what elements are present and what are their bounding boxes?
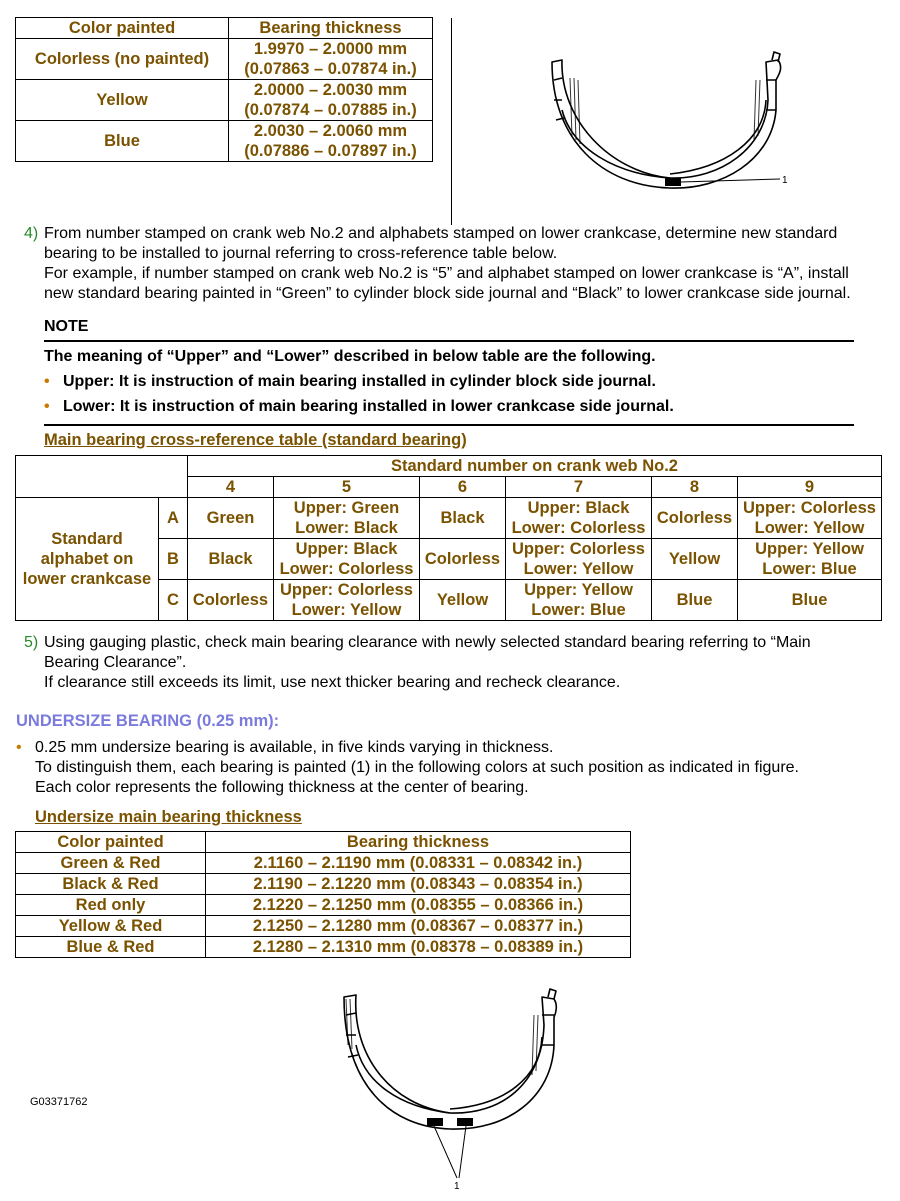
thickness-cell (229, 121, 433, 162)
color-cell: Green & Red (16, 853, 206, 874)
bearing-figure-undersize (330, 985, 570, 1195)
table-header: Color painted (16, 832, 206, 853)
step-5 (24, 633, 894, 691)
column-header: 6 (420, 477, 506, 498)
thickness-cell (229, 39, 433, 80)
bearing-cell (738, 498, 882, 539)
row-group-label: alphabet on (40, 550, 134, 568)
color-cell: Yellow & Red (16, 916, 206, 937)
paint-mark-left (427, 1118, 443, 1126)
lower-text: Lower: Yellow (523, 560, 634, 578)
row-group-header (16, 498, 159, 621)
row-letter: B (159, 539, 188, 580)
undersize-thickness-table (15, 831, 631, 958)
cross-reference-caption: Main bearing cross-reference table (standard bearing) (44, 431, 467, 449)
note-bullet (44, 394, 854, 419)
thickness-mm: 2.0030 – 2.0060 mm (253, 122, 408, 140)
row-letter: C (159, 580, 188, 621)
step-text: Using gauging plastic, check main bearing clearance with newly selected standard bearing referring to “Main (44, 634, 811, 651)
column-header: 7 (506, 477, 652, 498)
bearing-cell: Yellow (652, 539, 738, 580)
color-cell: Blue & Red (16, 937, 206, 958)
paint-mark (665, 178, 681, 186)
table-row (16, 39, 433, 80)
bearing-cell: Colorless (188, 580, 274, 621)
undersize-text: Each color represents the following thickness at the center of bearing. (35, 779, 529, 796)
table-row (16, 80, 433, 121)
lower-text: Lower: Blue (531, 601, 626, 619)
bullet: • (16, 739, 22, 756)
color-cell: Black & Red (16, 874, 206, 895)
bearing-cell: Green (188, 498, 274, 539)
thickness-cell: 2.1160 – 2.1190 mm (0.08331 – 0.08342 in.) (206, 853, 631, 874)
thickness-cell: 2.1220 – 2.1250 mm (0.08355 – 0.08366 in.) (206, 895, 631, 916)
undersize-description (16, 738, 886, 796)
bearing-figure-standard (540, 40, 800, 200)
bearing-cell: Colorless (420, 539, 506, 580)
thickness-mm: 1.9970 – 2.0000 mm (253, 40, 408, 58)
column-group-header: Standard number on crank web No.2 (188, 456, 882, 477)
step-number: 4) (24, 225, 39, 242)
thickness-cell: 2.1190 – 2.1220 mm (0.08343 – 0.08354 in.) (206, 874, 631, 895)
step-text: bearing to be installed to journal referring to cross-reference table below. (44, 245, 558, 262)
bearing-cell (274, 580, 420, 621)
bearing-cell: Blue (738, 580, 882, 621)
bullet: • (44, 398, 50, 415)
upper-text: Upper: Black (527, 499, 630, 517)
table-header: Bearing thickness (229, 18, 433, 39)
color-cell: Red only (16, 895, 206, 916)
figure-code: G03371762 (30, 1096, 88, 1108)
note-bullet (44, 369, 854, 394)
figure-callout: 1 (782, 175, 788, 186)
step-4 (24, 224, 894, 302)
thickness-in: (0.07874 – 0.07885 in.) (244, 101, 417, 119)
column-header: 5 (274, 477, 420, 498)
paint-mark-right (457, 1118, 473, 1126)
step-text: From number stamped on crank web No.2 and alphabets stamped on lower crankcase, determine new standard (44, 225, 838, 242)
bearing-thickness-table (15, 17, 433, 162)
undersize-table-caption: Undersize main bearing thickness (35, 808, 302, 826)
bullet: • (44, 373, 50, 390)
bearing-cell (738, 539, 882, 580)
lower-text: Lower: Yellow (291, 601, 402, 619)
lower-text: Lower: Colorless (511, 519, 646, 537)
bearing-cell: Yellow (420, 580, 506, 621)
undersize-text: 0.25 mm undersize bearing is available, in five kinds varying in thickness. (35, 739, 554, 756)
row-letter: A (159, 498, 188, 539)
bearing-cell (274, 539, 420, 580)
bearing-cell: Black (188, 539, 274, 580)
table-header: Bearing thickness (206, 832, 631, 853)
bearing-cell (506, 580, 652, 621)
note-bullet-text: Lower: It is instruction of main bearing installed in lower crankcase side journal. (62, 398, 674, 415)
table-row (16, 498, 882, 539)
thickness-cell (229, 80, 433, 121)
row-group-label: Standard (51, 530, 123, 548)
upper-text: Upper: Yellow (755, 540, 864, 558)
bearing-cell (274, 498, 420, 539)
table-row (16, 874, 631, 895)
bearing-cell (506, 498, 652, 539)
row-group-label: lower crankcase (22, 570, 152, 588)
lower-text: Lower: Black (295, 519, 398, 537)
note-title: NOTE (44, 318, 89, 335)
step-text: new standard bearing painted in “Green” to cylinder block side journal and “Black” to lower crankcase side journal. (44, 285, 851, 302)
thickness-in: (0.07886 – 0.07897 in.) (244, 142, 417, 160)
table-row (16, 895, 631, 916)
step-text: Bearing Clearance”. (44, 654, 187, 671)
upper-text: Upper: Colorless (743, 499, 876, 517)
table-row (16, 916, 631, 937)
step-number: 5) (24, 634, 39, 651)
thickness-in: (0.07863 – 0.07874 in.) (244, 60, 417, 78)
step-text: For example, if number stamped on crank web No.2 is “5” and alphabet stamped on lower crankcase is “A”, install (44, 265, 849, 282)
lower-text: Lower: Yellow (754, 519, 865, 537)
column-header: 4 (188, 477, 274, 498)
bearing-cell (506, 539, 652, 580)
bearing-cell: Colorless (652, 498, 738, 539)
upper-text: Upper: Green (293, 499, 400, 517)
note-intro: The meaning of “Upper” and “Lower” described in below table are the following. (44, 348, 656, 365)
step-text: If clearance still exceeds its limit, use next thicker bearing and recheck clearance. (44, 674, 621, 691)
note-bullet-text: Upper: It is instruction of main bearing installed in cylinder block side journal. (62, 373, 656, 390)
lower-text: Lower: Blue (762, 560, 857, 578)
color-cell: Yellow (16, 80, 229, 121)
color-cell: Colorless (no painted) (16, 39, 229, 80)
thickness-cell: 2.1280 – 2.1310 mm (0.08378 – 0.08389 in.) (206, 937, 631, 958)
table-row (16, 853, 631, 874)
column-divider (451, 18, 452, 225)
undersize-heading: UNDERSIZE BEARING (0.25 mm): (16, 712, 280, 730)
lower-text: Lower: Colorless (279, 560, 414, 578)
upper-text: Upper: Colorless (512, 540, 645, 558)
bearing-cell: Blue (652, 580, 738, 621)
corner-cell (16, 456, 188, 498)
upper-text: Upper: Colorless (280, 581, 413, 599)
note-rule-top (44, 340, 854, 342)
thickness-mm: 2.0000 – 2.0030 mm (253, 81, 408, 99)
column-header: 9 (738, 477, 882, 498)
bearing-cell: Black (420, 498, 506, 539)
column-header: 8 (652, 477, 738, 498)
undersize-text: To distinguish them, each bearing is painted (1) in the following colors at such position as indicated in figure. (35, 759, 799, 776)
upper-text: Upper: Black (295, 540, 398, 558)
thickness-cell: 2.1250 – 2.1280 mm (0.08367 – 0.08377 in.) (206, 916, 631, 937)
note-rule-bottom (44, 424, 854, 426)
cross-reference-table (15, 455, 882, 621)
table-row (16, 937, 631, 958)
upper-text: Upper: Yellow (524, 581, 633, 599)
color-cell: Blue (16, 121, 229, 162)
note-box (44, 316, 854, 426)
figure-callout: 1 (454, 1181, 460, 1192)
table-row (16, 121, 433, 162)
table-header: Color painted (16, 18, 229, 39)
